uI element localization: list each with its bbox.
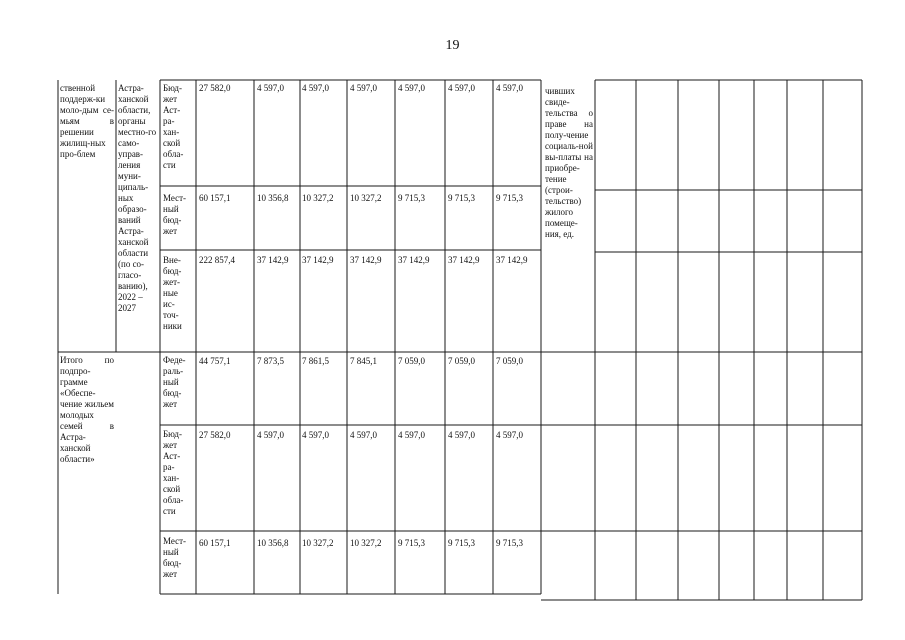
value-cell: 10 327,2 xyxy=(302,538,334,548)
value-cell: 10 327,2 xyxy=(350,538,382,548)
executor-cell: Астра-ханской области, органы местно-го само-управ-ления муни-ципаль-ных образо-ваний Астра-ханской области (по со-гласо-ванию), 2022 – 2027 xyxy=(118,83,157,313)
indicator-description-cell: чивших свиде-тельства о праве на полу-чение социаль-ной вы-платы на приобре-тение (строи-тельство) жилого помеще-ния, ед. xyxy=(545,86,593,239)
value-cell: 37 142,9 xyxy=(350,255,382,265)
value-cell: 37 142,9 xyxy=(448,255,480,265)
goal-description-cell: ственной поддерж-ки моло-дым се-мьям в решении жилищ-ных про-блем xyxy=(60,83,114,159)
funding-source-label: Феде- раль- ный бюд- жет xyxy=(163,355,186,409)
value-cell: 10 327,2 xyxy=(350,193,382,203)
value-cell: 4 597,0 xyxy=(350,83,377,93)
value-cell: 10 327,2 xyxy=(302,193,334,203)
value-cell: 9 715,3 xyxy=(496,193,523,203)
value-cell: 4 597,0 xyxy=(398,430,425,440)
value-cell: 9 715,3 xyxy=(496,538,523,548)
value-cell: 4 597,0 xyxy=(302,83,329,93)
value-cell: 4 597,0 xyxy=(496,430,523,440)
value-cell: 9 715,3 xyxy=(448,538,475,548)
page-number: 19 xyxy=(445,38,460,53)
funding-source-label: Бюд- жет Аст- ра- хан- ской обла- сти xyxy=(163,429,184,516)
value-cell: 4 597,0 xyxy=(448,430,475,440)
value-cell: 4 597,0 xyxy=(302,430,329,440)
value-cell: 37 142,9 xyxy=(302,255,334,265)
value-cell: 4 597,0 xyxy=(448,83,475,93)
value-cell: 7 861,5 xyxy=(302,356,329,366)
value-cell: 4 597,0 xyxy=(398,83,425,93)
value-cell: 7 059,0 xyxy=(448,356,475,366)
value-cell: 60 157,1 xyxy=(199,193,231,203)
subprogram-total-title: Итого по подпро-грамме «Обеспе-чение жильем молодых семей в Астра-ханской области» xyxy=(60,355,114,464)
funding-source-label: Вне- бюд- жет- ные ис- точ- ники xyxy=(163,255,182,331)
value-cell: 9 715,3 xyxy=(398,193,425,203)
value-cell: 37 142,9 xyxy=(398,255,430,265)
value-cell: 9 715,3 xyxy=(398,538,425,548)
value-cell: 37 142,9 xyxy=(496,255,528,265)
value-cell: 7 873,5 xyxy=(257,356,284,366)
value-cell: 4 597,0 xyxy=(496,83,523,93)
value-cell: 4 597,0 xyxy=(350,430,377,440)
funding-source-label: Мест- ный бюд- жет xyxy=(163,193,187,236)
value-cell: 27 582,0 xyxy=(199,83,231,93)
value-cell: 37 142,9 xyxy=(257,255,289,265)
value-cell: 10 356,8 xyxy=(257,193,289,203)
funding-source-label: Мест- ный бюд- жет xyxy=(163,536,187,579)
value-cell: 9 715,3 xyxy=(448,193,475,203)
value-cell: 4 597,0 xyxy=(257,430,284,440)
funding-source-label: Бюд- жет Аст- ра- хан- ской обла- сти xyxy=(163,83,184,170)
value-cell: 7 845,1 xyxy=(350,356,377,366)
value-cell: 7 059,0 xyxy=(398,356,425,366)
value-cell: 44 757,1 xyxy=(199,356,231,366)
value-cell: 222 857,4 xyxy=(199,255,235,265)
value-cell: 27 582,0 xyxy=(199,430,231,440)
value-cell: 10 356,8 xyxy=(257,538,289,548)
value-cell: 60 157,1 xyxy=(199,538,231,548)
value-cell: 4 597,0 xyxy=(257,83,284,93)
value-cell: 7 059,0 xyxy=(496,356,523,366)
